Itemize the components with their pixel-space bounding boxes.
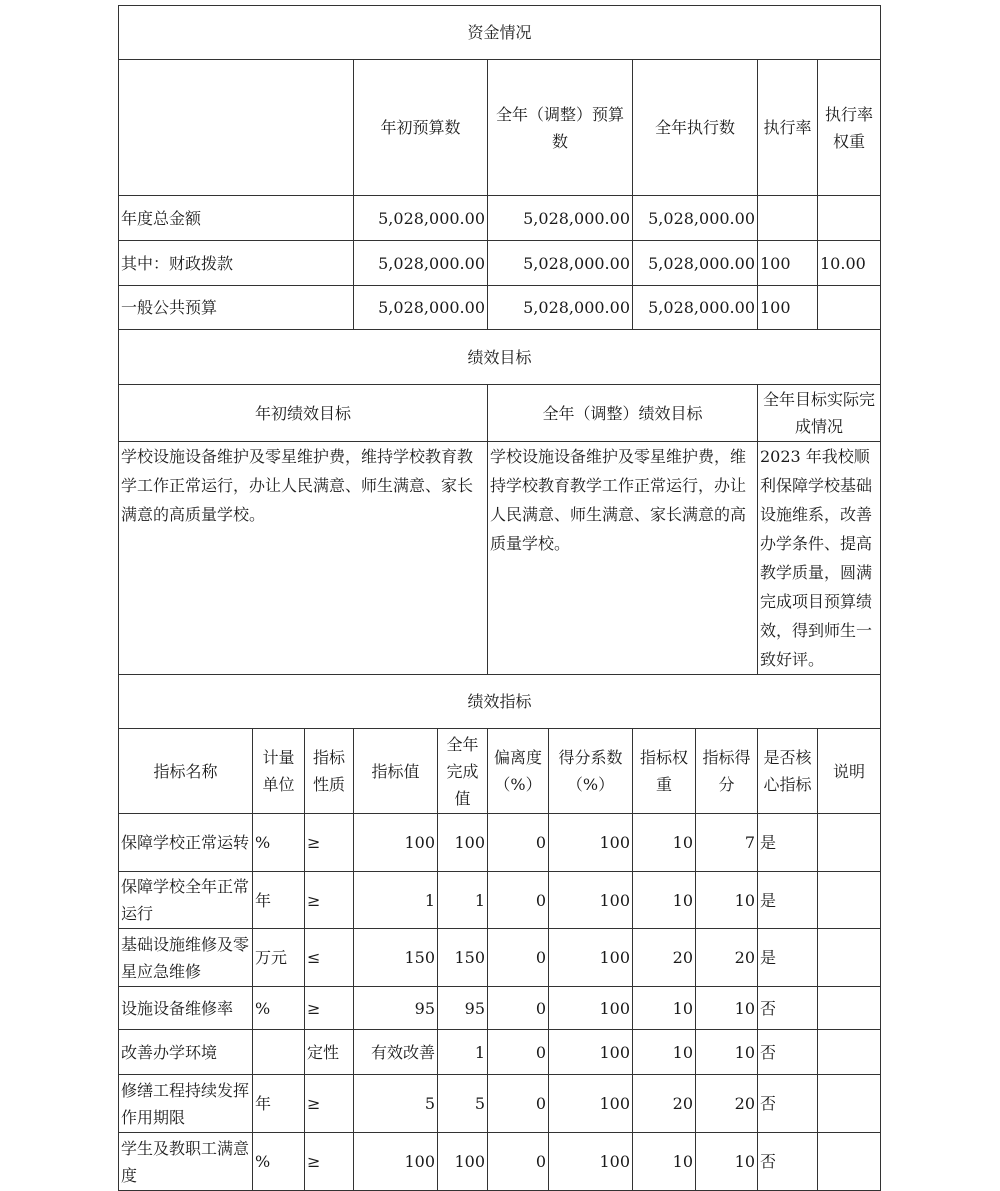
ind-target: 100 xyxy=(354,814,438,872)
ind-unit: % xyxy=(253,814,305,872)
ind-score: 10 xyxy=(696,872,758,929)
funds-row-adjusted: 5,028,000.00 xyxy=(488,241,633,286)
ind-unit: 年 xyxy=(253,872,305,929)
ind-dev: 0 xyxy=(488,872,549,929)
ind-coef: 100 xyxy=(549,987,633,1030)
funds-row-label: 一般公共预算 xyxy=(119,286,354,330)
indicator-row xyxy=(119,814,881,872)
ind-core: 是 xyxy=(758,872,818,929)
ind-core: 否 xyxy=(758,1133,818,1191)
ind-coef: 100 xyxy=(549,1075,633,1133)
funds-row-rate: 100 xyxy=(758,241,818,286)
ind-done: 5 xyxy=(438,1075,488,1133)
ind-done: 100 xyxy=(438,1133,488,1191)
funds-header-blank xyxy=(119,60,354,196)
funds-header-rate: 执行率 xyxy=(758,60,818,196)
ind-name: 学生及教职工满意度 xyxy=(119,1133,253,1191)
ind-dev: 0 xyxy=(488,1030,549,1075)
ind-coef: 100 xyxy=(549,814,633,872)
ind-unit: 年 xyxy=(253,1075,305,1133)
indicator-row xyxy=(119,1075,881,1133)
ind-header-dev: 偏离度（%） xyxy=(488,729,549,814)
ind-header-score: 指标得分 xyxy=(696,729,758,814)
ind-done: 1 xyxy=(438,872,488,929)
ind-unit xyxy=(253,1030,305,1075)
funds-row-executed: 5,028,000.00 xyxy=(633,196,758,241)
ind-header-core: 是否核心指标 xyxy=(758,729,818,814)
ind-coef: 100 xyxy=(549,1030,633,1075)
goals-header-initial: 年初绩效目标 xyxy=(119,385,488,442)
funds-row-weight: 10.00 xyxy=(818,241,881,286)
indicator-row xyxy=(119,929,881,987)
ind-nature: ≥ xyxy=(305,987,354,1030)
ind-nature: ≥ xyxy=(305,814,354,872)
ind-header-target: 指标值 xyxy=(354,729,438,814)
ind-done: 95 xyxy=(438,987,488,1030)
funds-row xyxy=(119,241,881,286)
ind-weight: 20 xyxy=(633,1075,696,1133)
ind-target: 有效改善 xyxy=(354,1030,438,1075)
ind-note xyxy=(818,1030,881,1075)
ind-name: 基础设施维修及零星应急维修 xyxy=(119,929,253,987)
funds-header-adjusted: 全年（调整）预算数 xyxy=(488,60,633,196)
funds-row-initial: 5,028,000.00 xyxy=(354,196,488,241)
goals-header-actual: 全年目标实际完成情况 xyxy=(758,385,881,442)
ind-header-name: 指标名称 xyxy=(119,729,253,814)
funds-row-initial: 5,028,000.00 xyxy=(354,286,488,330)
ind-name: 保障学校正常运转 xyxy=(119,814,253,872)
ind-header-weight: 指标权重 xyxy=(633,729,696,814)
ind-note xyxy=(818,814,881,872)
ind-note xyxy=(818,872,881,929)
goals-header-adjusted: 全年（调整）绩效目标 xyxy=(488,385,758,442)
ind-header-nature: 指标性质 xyxy=(305,729,354,814)
indicator-row xyxy=(119,1133,881,1191)
ind-dev: 0 xyxy=(488,1133,549,1191)
ind-name: 修缮工程持续发挥作用期限 xyxy=(119,1075,253,1133)
ind-done: 100 xyxy=(438,814,488,872)
ind-coef: 100 xyxy=(549,929,633,987)
performance-table xyxy=(118,5,881,1191)
ind-header-coef: 得分系数（%） xyxy=(549,729,633,814)
funds-header-initial: 年初预算数 xyxy=(354,60,488,196)
ind-header-note: 说明 xyxy=(818,729,881,814)
ind-dev: 0 xyxy=(488,1075,549,1133)
ind-score: 20 xyxy=(696,1075,758,1133)
ind-weight: 20 xyxy=(633,929,696,987)
ind-coef: 100 xyxy=(549,872,633,929)
ind-unit: 万元 xyxy=(253,929,305,987)
ind-core: 否 xyxy=(758,987,818,1030)
ind-name: 保障学校全年正常运行 xyxy=(119,872,253,929)
ind-core: 是 xyxy=(758,929,818,987)
goals-initial-text: 学校设施设备维护及零星维护费，维持学校教育教学工作正常运行，办让人民满意、师生满意、家长满意的高质量学校。 xyxy=(119,442,488,675)
ind-target: 150 xyxy=(354,929,438,987)
ind-core: 否 xyxy=(758,1030,818,1075)
indicator-row xyxy=(119,1030,881,1075)
funds-row-weight xyxy=(818,286,881,330)
ind-done: 1 xyxy=(438,1030,488,1075)
ind-dev: 0 xyxy=(488,929,549,987)
ind-score: 10 xyxy=(696,1030,758,1075)
ind-unit: % xyxy=(253,987,305,1030)
ind-nature: ≥ xyxy=(305,1133,354,1191)
ind-nature: ≤ xyxy=(305,929,354,987)
ind-score: 10 xyxy=(696,987,758,1030)
goals-adjusted-text: 学校设施设备维护及零星维护费，维持学校教育教学工作正常运行，办让人民满意、师生满意、家长满意的高质量学校。 xyxy=(488,442,758,675)
ind-note xyxy=(818,929,881,987)
ind-score: 7 xyxy=(696,814,758,872)
ind-nature: ≥ xyxy=(305,1075,354,1133)
funds-row-weight xyxy=(818,196,881,241)
ind-core: 否 xyxy=(758,1075,818,1133)
indicator-row xyxy=(119,987,881,1030)
funds-row xyxy=(119,196,881,241)
ind-weight: 10 xyxy=(633,987,696,1030)
funds-row-executed: 5,028,000.00 xyxy=(633,241,758,286)
ind-coef: 100 xyxy=(549,1133,633,1191)
ind-note xyxy=(818,987,881,1030)
goals-actual-text: 2023 年我校顺利保障学校基础设施维系，改善办学条件、提高教学质量，圆满完成项目预算绩效，得到师生一致好评。 xyxy=(758,442,881,675)
ind-weight: 10 xyxy=(633,872,696,929)
funds-header-weight: 执行率权重 xyxy=(818,60,881,196)
ind-dev: 0 xyxy=(488,814,549,872)
ind-score: 20 xyxy=(696,929,758,987)
funds-row-adjusted: 5,028,000.00 xyxy=(488,196,633,241)
ind-target: 95 xyxy=(354,987,438,1030)
funds-row xyxy=(119,286,881,330)
ind-nature: 定性 xyxy=(305,1030,354,1075)
ind-weight: 10 xyxy=(633,1133,696,1191)
ind-note xyxy=(818,1133,881,1191)
ind-core: 是 xyxy=(758,814,818,872)
ind-dev: 0 xyxy=(488,987,549,1030)
ind-weight: 10 xyxy=(633,814,696,872)
funds-header-executed: 全年执行数 xyxy=(633,60,758,196)
funds-row-label: 年度总金额 xyxy=(119,196,354,241)
ind-target: 5 xyxy=(354,1075,438,1133)
ind-weight: 10 xyxy=(633,1030,696,1075)
ind-header-unit: 计量单位 xyxy=(253,729,305,814)
ind-done: 150 xyxy=(438,929,488,987)
ind-unit: % xyxy=(253,1133,305,1191)
ind-header-done: 全年完成值 xyxy=(438,729,488,814)
funds-section-title: 资金情况 xyxy=(119,6,881,60)
funds-row-initial: 5,028,000.00 xyxy=(354,241,488,286)
ind-target: 1 xyxy=(354,872,438,929)
funds-row-rate xyxy=(758,196,818,241)
ind-note xyxy=(818,1075,881,1133)
ind-target: 100 xyxy=(354,1133,438,1191)
funds-row-adjusted: 5,028,000.00 xyxy=(488,286,633,330)
goals-section-title: 绩效目标 xyxy=(119,330,881,385)
indicators-section-title: 绩效指标 xyxy=(119,675,881,729)
funds-row-executed: 5,028,000.00 xyxy=(633,286,758,330)
ind-name: 改善办学环境 xyxy=(119,1030,253,1075)
funds-row-rate: 100 xyxy=(758,286,818,330)
funds-row-label: 其中：财政拨款 xyxy=(119,241,354,286)
ind-name: 设施设备维修率 xyxy=(119,987,253,1030)
indicator-row xyxy=(119,872,881,929)
ind-nature: ≥ xyxy=(305,872,354,929)
ind-score: 10 xyxy=(696,1133,758,1191)
